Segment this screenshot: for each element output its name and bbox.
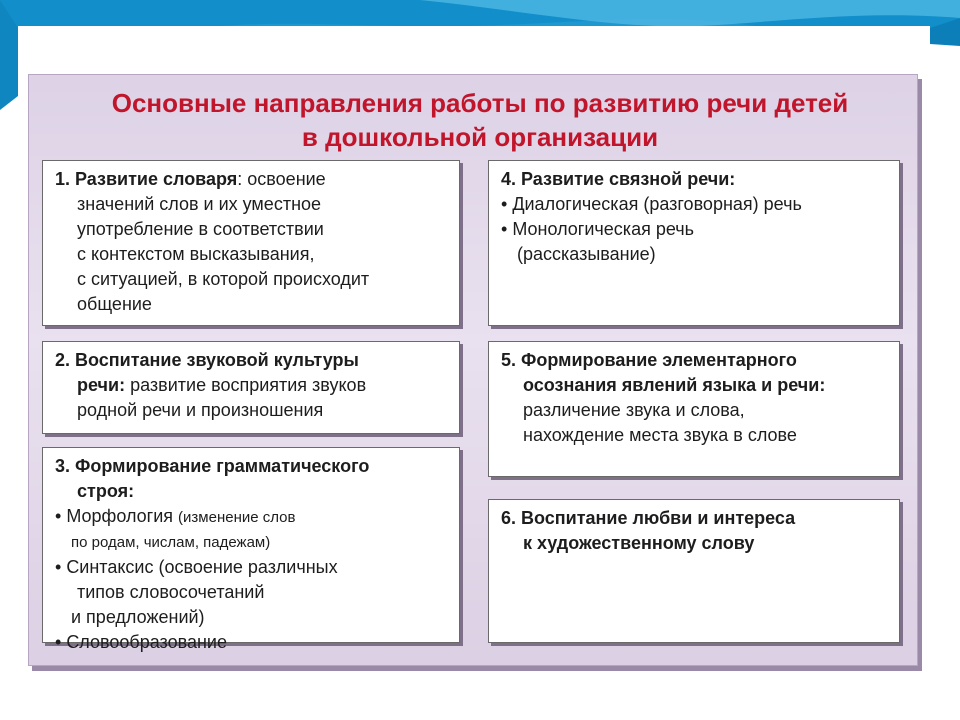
title-line-1: Основные направления работы по развитию речи детей — [111, 88, 849, 118]
box5-line-3: различение звука и слова, — [523, 400, 745, 420]
box1-heading: 1. Развитие словаря — [55, 169, 238, 189]
page-title — [0, 86, 960, 154]
title-line-2: в дошкольной организации — [301, 122, 659, 152]
box4-item2-cont: (рассказывание) — [517, 244, 656, 264]
box4-item2: • Монологическая речь — [501, 217, 889, 242]
box4-heading: 4. Развитие связной речи: — [501, 169, 736, 189]
box3-heading-2: строя: — [77, 481, 135, 501]
box3-item1: Морфология — [66, 506, 179, 526]
box2-heading-1: 2. Воспитание звуковой культуры — [55, 350, 359, 370]
box1-heading-rest: : освоение — [237, 169, 326, 189]
box6-heading-2: к художественному слову — [523, 533, 755, 553]
box5-line-4: нахождение места звука в слове — [523, 425, 797, 445]
box1-line: употребление в соответствии — [77, 219, 324, 239]
box1-line: с ситуацией, в которой происходит — [77, 269, 370, 289]
box3-item3: • Словообразование — [55, 630, 449, 655]
box1-line: общение — [77, 294, 152, 314]
box-grammar — [42, 447, 460, 652]
box3-heading-1: 3. Формирование грамматического — [55, 456, 370, 476]
box1-line: значений слов и их уместное — [77, 194, 322, 214]
box3-item2-cont2: и предложений) — [71, 607, 205, 627]
box1-line: с контекстом высказывания, — [77, 244, 315, 264]
box-coherent-speech — [488, 160, 900, 326]
box3-item1-note1: (изменение слов — [178, 509, 296, 526]
box3-item2-cont1: типов словосочетаний — [77, 582, 265, 602]
box3-item1-note2: по родам, числам, падежам) — [71, 534, 271, 551]
box5-heading-2: осознания явлений языка и речи: — [523, 375, 826, 395]
box4-item1: • Диалогическая (разговорная) речь — [501, 192, 889, 217]
box6-heading-1: 6. Воспитание любви и интереса — [501, 508, 796, 528]
box2-heading-rest: развитие восприятия звуков — [125, 375, 367, 395]
box2-heading-2: речи: — [77, 375, 126, 395]
box-language-awareness — [488, 341, 900, 477]
box5-heading-1: 5. Формирование элементарного — [501, 350, 797, 370]
box-vocabulary — [42, 160, 460, 326]
box3-item-morphology — [55, 504, 449, 530]
box-literary-word — [488, 499, 900, 643]
box2-line-3: родной речи и произношения — [77, 400, 324, 420]
box-sound-culture — [42, 341, 460, 434]
box3-item2: • Синтаксис (освоение различных — [55, 555, 449, 580]
